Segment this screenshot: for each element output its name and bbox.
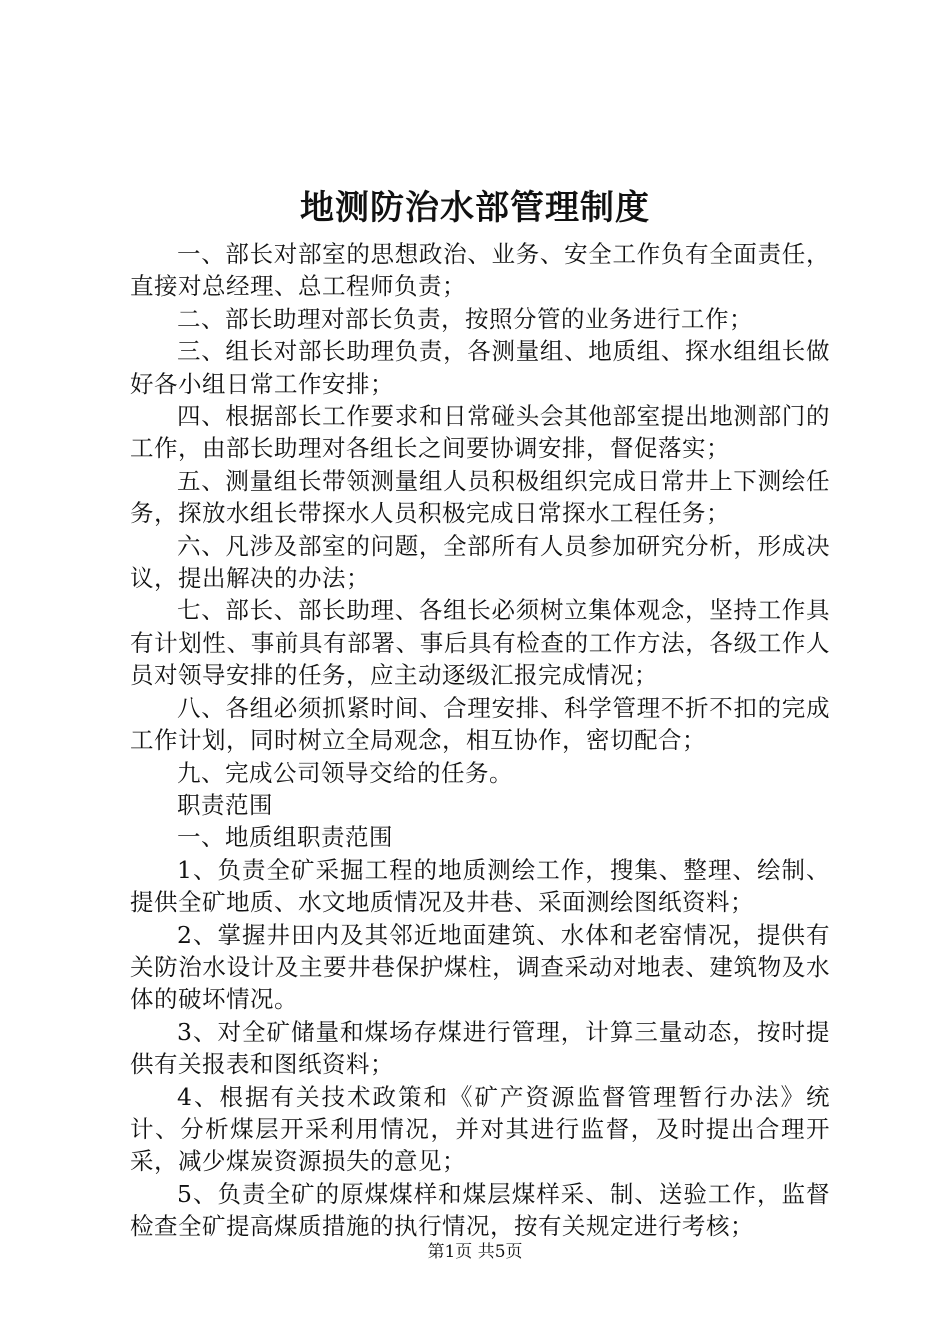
paragraph: 八、各组必须抓紧时间、合理安排、科学管理不折不扣的完成工作计划，同时树立全局观念，相互协作，密切配合； [130, 693, 830, 755]
section-heading: 职责范围 [177, 790, 273, 819]
paragraph: 1、负责全矿采掘工程的地质测绘工作，搜集、整理、绘制、提供全矿地质、水文地质情况及井巷、采面测绘图纸资料； [130, 855, 830, 917]
paragraph: 4、根据有关技术政策和《矿产资源监督管理暂行办法》统计、分析煤层开采利用情况，并对其进行监督，及时提出合理开采，减少煤炭资源损失的意见； [130, 1082, 830, 1176]
paragraph: 五、测量组长带领测量组人员积极组织完成日常井上下测绘任务，探放水组长带探水人员积极完成日常探水工程任务； [130, 466, 830, 528]
paragraph: 六、凡涉及部室的问题，全部所有人员参加研究分析，形成决议，提出解决的办法； [130, 531, 830, 593]
page-footer: 第1页 共5页 [427, 1242, 523, 1262]
document-title: 地测防治水部管理制度 [300, 188, 650, 228]
paragraph: 四、根据部长工作要求和日常碰头会其他部室提出地测部门的工作，由部长助理对各组长之间要协调安排，督促落实； [130, 402, 830, 463]
paragraph: 二、部长助理对部长负责，按照分管的业务进行工作； [177, 304, 753, 333]
paragraph: 3、对全矿储量和煤场存煤进行管理，计算三量动态，按时提供有关报表和图纸资料； [130, 1017, 830, 1079]
paragraph: 七、部长、部长助理、各组长必须树立集体观念，坚持工作具有计划性、事前具有部署、事后具有检查的工作方法，各级工作人员对领导安排的任务，应主动逐级汇报完成情况； [130, 596, 830, 690]
subsection-heading: 一、地质组职责范围 [177, 823, 393, 852]
paragraph: 三、组长对部长助理负责，各测量组、地质组、探水组组长做好各小组日常工作安排； [130, 337, 830, 398]
paragraph: 2、掌握井田内及其邻近地面建筑、水体和老窑情况，提供有关防治水设计及主要井巷保护煤柱，调查采动对地表、建筑物及水体的破坏情况。 [130, 920, 830, 1014]
paragraph: 5、负责全矿的原煤煤样和煤层煤样采、制、送验工作，监督检查全矿提高煤质措施的执行情况，按有关规定进行考核； [130, 1179, 830, 1241]
document-body [130, 238, 830, 1243]
paragraph: 九、完成公司领导交给的任务。 [177, 758, 513, 787]
paragraph: 一、部长对部室的思想政治、业务、安全工作负有全面责任，直接对总经理、总工程师负责； [130, 240, 830, 301]
